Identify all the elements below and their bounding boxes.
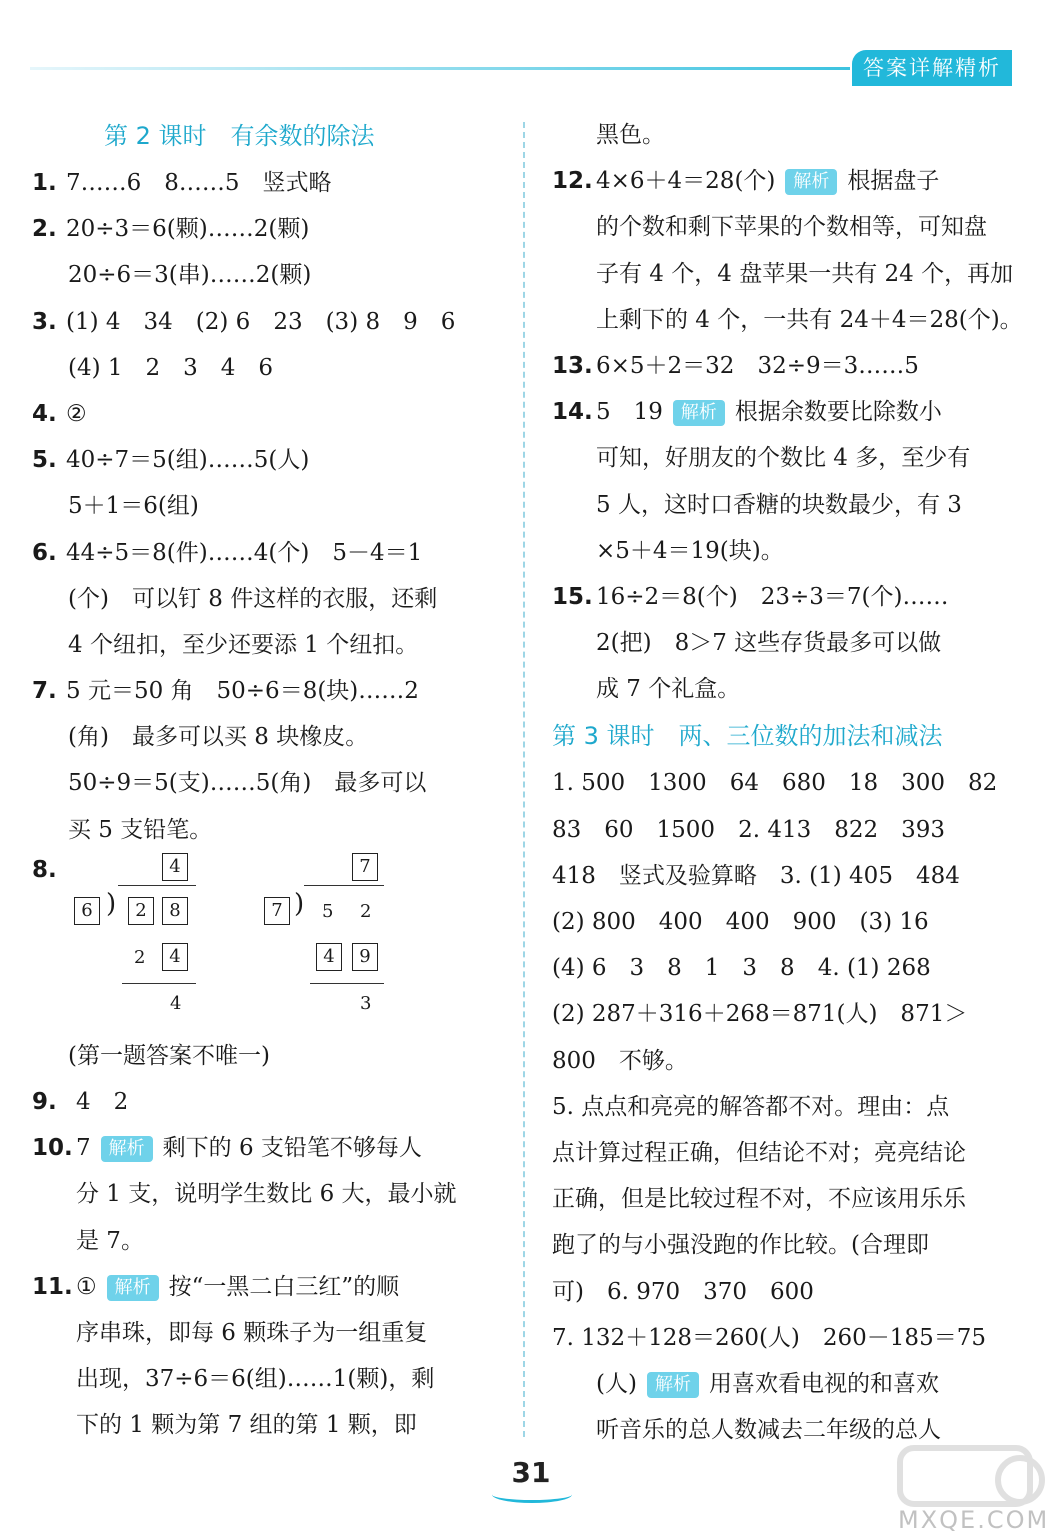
q8-d1-product-ones-box: 4 [162, 943, 188, 971]
answer-text: (4) 1 2 3 4 6 [68, 354, 274, 381]
answer-text: (2) 800 400 400 900 (3) 16 [552, 909, 929, 935]
answer-line [32, 299, 502, 345]
answer-line [32, 1310, 502, 1356]
answer-line [32, 206, 502, 252]
answer-line [552, 760, 1014, 806]
question-number: 3. [32, 308, 57, 335]
watermark-text: MXQE.COM [898, 1506, 1050, 1534]
answer-line [32, 760, 502, 806]
answer-text: 83 60 1500 2. 413 822 393 [552, 816, 946, 843]
analysis-tag: 解析 [101, 1136, 153, 1162]
question-number: 12. [552, 168, 593, 195]
answer-line [552, 389, 1014, 435]
analysis-tag: 解析 [673, 400, 725, 426]
q8-d2-quotient-box: 7 [352, 853, 378, 881]
analysis-tag: 解析 [647, 1372, 699, 1398]
answer-line [32, 345, 502, 391]
q8-d1-remainder: 4 [170, 992, 182, 1014]
answer-text: (角) 最多可以买 8 块橡皮。 [68, 724, 369, 751]
answer-line [552, 1130, 1014, 1176]
answer-line [32, 391, 502, 437]
answer-text: 可) 6. 970 370 600 [552, 1278, 814, 1305]
answer-text: 分 1 支，说明学生数比 6 大，最小就 [76, 1181, 457, 1208]
answer-text: 5 19 [596, 399, 663, 426]
question-number: 4. [32, 400, 57, 427]
answer-line [552, 1222, 1014, 1268]
q8-d1-subtract-line [122, 983, 196, 984]
answer-line [552, 945, 1014, 991]
answer-text: 是 7。 [76, 1227, 144, 1254]
answer-line [552, 899, 1014, 945]
answer-text: 听音乐的总人数减去二年级的总人 [596, 1417, 941, 1444]
answer-line [552, 435, 1014, 481]
q8-note: (第一题答案不唯一) [68, 1042, 270, 1069]
answer-text: 418 竖式及验算略 3. (1) 405 484 [552, 862, 960, 889]
answer-text: 5 元＝50 角 50÷6＝8(块)……2 [66, 678, 419, 705]
left-answer-lines-2 [32, 1079, 502, 1449]
answer-line [552, 112, 1014, 158]
answer-line [32, 668, 502, 714]
answer-line [552, 666, 1014, 712]
question-number: 6. [32, 539, 57, 566]
answer-text: 16÷2＝8(个) 23÷3＝7(个)…… [596, 583, 949, 610]
question-number: 9. [32, 1089, 57, 1115]
question-number: 1. [32, 170, 57, 196]
analysis-tag: 解析 [785, 169, 837, 195]
answer-text: 出现，37÷6＝6(组)……1(颗)，剩 [76, 1366, 435, 1393]
q8-d2-bracket: ) [294, 888, 305, 919]
answer-line [32, 1218, 502, 1264]
answer-line [552, 297, 1023, 343]
answer-text: 跑了的与小强没跑的作比较。(合理即 [552, 1232, 929, 1259]
section-title-lesson3: 第 3 课时 两、三位数的加法和减法 [552, 722, 943, 751]
answer-line [552, 620, 1014, 666]
q8-d1-bar [118, 885, 196, 886]
answer-line [32, 1171, 502, 1217]
answer-text: (人) [596, 1370, 637, 1397]
question-number: 13. [552, 352, 593, 379]
answer-text: 的个数和剩下苹果的个数相等，可知盘 [596, 214, 987, 241]
answer-line [32, 714, 502, 760]
answer-line [552, 1084, 1014, 1130]
answer-line [32, 622, 502, 668]
answer-line [552, 251, 1014, 297]
right-answer-lines [552, 112, 1023, 712]
answer-text: 20÷6＝3(串)……2(颗) [68, 262, 312, 289]
answer-text: 点计算过程正确，但结论不对；亮亮结论 [552, 1139, 966, 1166]
question-number: 5. [32, 447, 57, 474]
answer-line [552, 158, 1014, 204]
question-number: 15. [552, 583, 593, 610]
column-divider [523, 122, 525, 1437]
q8-d2-dividend-tens: 5 [322, 900, 334, 922]
analysis-text: 剩下的 6 支铅笔不够每人 [162, 1135, 422, 1162]
answer-text: 序串珠，即每 6 颗珠子为一组重复 [76, 1319, 428, 1346]
question-number: 7. [32, 678, 57, 705]
answer-text: (4) 6 3 8 1 3 8 4. (1) 268 [552, 955, 931, 982]
answer-line [32, 807, 502, 853]
answer-line [552, 343, 1014, 389]
q8-d1-dividend-ones-box: 8 [162, 897, 188, 925]
answer-line [552, 482, 1014, 528]
answer-line [32, 437, 502, 483]
answer-line [552, 991, 1014, 1037]
right-answer-lines-2 [552, 760, 1014, 1453]
answer-line [32, 1079, 502, 1125]
analysis-text: 按“一黑二白三红”的顺 [168, 1273, 400, 1300]
answer-text: 4×6＋4＝28(个) [596, 168, 776, 195]
answer-line [32, 160, 502, 206]
answer-text: 正确，但是比较过程不对，不应该用乐乐 [552, 1186, 966, 1213]
answer-line [552, 1361, 1014, 1407]
answer-text: 下的 1 颗为第 7 组的第 1 颗，即 [76, 1412, 417, 1439]
q8-d1-product-tens: 2 [134, 946, 146, 968]
answer-line [32, 252, 502, 298]
q8-d1-bracket: ) [106, 888, 117, 919]
analysis-text: 根据盘子 [847, 168, 940, 195]
answer-text: 可知，好朋友的个数比 4 多，至少有 [596, 445, 971, 472]
header-rule [30, 67, 850, 70]
page-number-swoosh [492, 1486, 572, 1503]
q8-division-diagrams [32, 853, 502, 1033]
answer-line [552, 1269, 1014, 1315]
answer-line [32, 1356, 502, 1402]
answer-text: 2(把) 8＞7 这些存货最多可以做 [596, 630, 942, 657]
answer-text: 买 5 支铅笔。 [68, 816, 213, 843]
answer-text: 40÷7＝5(组)……5(人) [66, 447, 310, 474]
q8-d2-subtract-line [310, 983, 384, 984]
answer-text: ① [76, 1273, 97, 1300]
answer-text: 成 7 个礼盒。 [596, 676, 741, 703]
question-number: 11. [32, 1273, 73, 1300]
right-column [552, 112, 1023, 1453]
answer-line [552, 1176, 1014, 1222]
answer-text: ×5＋4＝19(块)。 [596, 537, 784, 564]
answer-text: 上剩下的 4 个，一共有 24＋4＝28(个)。 [596, 306, 1023, 333]
answer-text: 5＋1＝6(组) [68, 493, 199, 520]
question-number: 14. [552, 399, 593, 426]
answer-text: 黑色。 [596, 122, 665, 148]
answer-text: 6×5＋2＝32 32÷9＝3……5 [596, 352, 919, 379]
answer-text: 5. 点点和亮亮的解答都不对。理由：点 [552, 1093, 950, 1120]
q8-d1-divisor-box: 6 [74, 897, 100, 925]
q8-number: 8. [32, 856, 57, 883]
answer-line [32, 1125, 502, 1171]
answer-line [552, 853, 1014, 899]
answer-line [32, 1402, 502, 1448]
answer-text: 4 2 [76, 1089, 129, 1115]
left-answer-lines [32, 160, 502, 853]
q8-d2-product-tens-box: 4 [316, 943, 342, 971]
answer-text: 7. 132＋128＝260(人) 260－185＝75 [552, 1324, 986, 1351]
answer-text: 1. 500 1300 64 680 18 300 82 [552, 770, 998, 797]
answer-line [552, 528, 1014, 574]
answer-text: (2) 287＋316＋268＝871(人) 871＞ [552, 1001, 968, 1028]
answer-line [32, 483, 502, 529]
answer-text: 44÷5＝8(件)……4(个) 5－4＝1 [66, 539, 423, 566]
left-column [32, 112, 502, 1449]
analysis-text: 根据余数要比除数小 [734, 399, 942, 426]
answer-line [32, 530, 502, 576]
answer-line [552, 807, 1014, 853]
answer-text: 子有 4 个，4 盘苹果一共有 24 个，再加 [596, 260, 1014, 287]
answer-line [552, 1038, 1014, 1084]
q8-d1-dividend-tens-box: 2 [128, 897, 154, 925]
question-number: 2. [32, 216, 57, 243]
q8-d2-dividend-ones: 2 [360, 900, 372, 922]
answer-text: 20÷3＝6(颗)……2(颗) [66, 216, 310, 243]
answer-text: (1) 4 34 (2) 6 23 (3) 8 9 6 [66, 308, 456, 335]
answer-line [32, 1264, 502, 1310]
question-number: 10. [32, 1135, 73, 1162]
answer-text: 800 不够。 [552, 1047, 688, 1074]
analysis-tag: 解析 [107, 1275, 159, 1301]
q8-d2-bar [304, 885, 384, 886]
answer-line [552, 1315, 1014, 1361]
answer-line [552, 204, 1014, 250]
answer-text: 7 [76, 1135, 91, 1162]
analysis-text: 用喜欢看电视的和喜欢 [708, 1370, 939, 1397]
answer-line [552, 574, 1014, 620]
q8-d2-divisor-box: 7 [264, 897, 290, 925]
answer-text: (个) 可以钉 8 件这样的衣服，还剩 [68, 585, 438, 612]
answer-text: ② [66, 400, 87, 427]
q8-d2-product-ones-box: 9 [352, 943, 378, 971]
answer-text: 4 个纽扣，至少还要添 1 个纽扣。 [68, 631, 419, 658]
q8-d2-remainder: 3 [360, 992, 372, 1014]
section-title-lesson2: 第 2 课时 有余数的除法 [104, 122, 375, 150]
answer-text: 50÷9＝5(支)……5(角) 最多可以 [68, 770, 427, 797]
answer-text: 7……6 8……5 竖式略 [66, 170, 332, 196]
q8-d1-quotient-box: 4 [162, 853, 188, 881]
header-tab: 答案详解精析 [852, 50, 1012, 86]
page-number: 31 [511, 1456, 551, 1489]
answer-line [32, 576, 502, 622]
answer-text: 5 人，这时口香糖的块数最少，有 3 [596, 491, 962, 518]
